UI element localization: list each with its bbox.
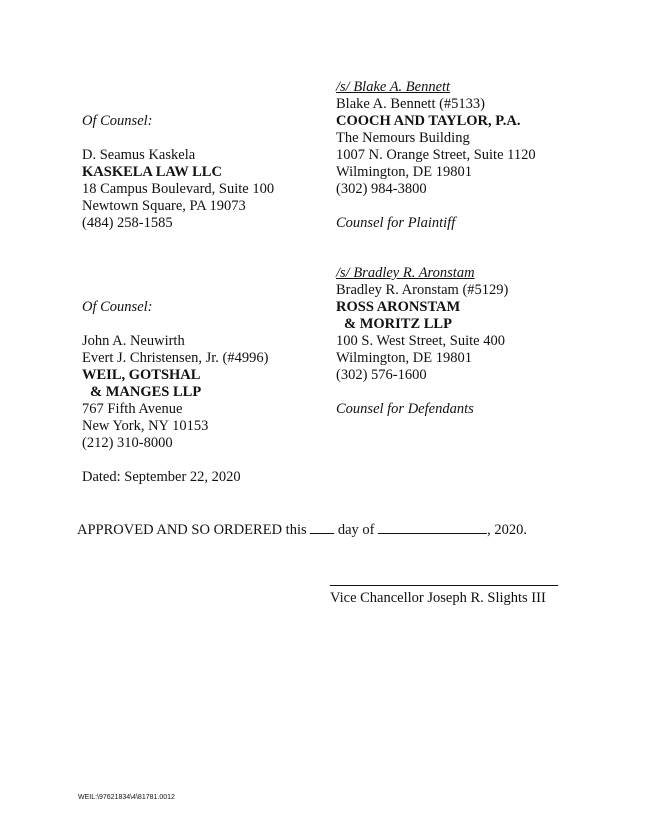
plaintiff-phone: (302) 984-3800 [336,181,427,197]
of-counsel-firm-line1: WEIL, GOTSHAL [82,367,201,383]
of-counsel-heading: Of Counsel: [82,299,153,315]
of-counsel-heading: Of Counsel: [82,113,153,129]
plaintiff-role: Counsel for Plaintiff [336,215,456,231]
defendant-of-counsel-block [82,299,268,486]
of-counsel-firm-line2: & MANGES LLP [90,384,202,400]
defendant-role: Counsel for Defendants [336,401,474,417]
defendant-firm-line1: ROSS ARONSTAM [336,299,461,315]
of-counsel-phone: (212) 310-8000 [82,435,173,451]
plaintiff-of-counsel-block [82,113,274,232]
order-text-part2: day of [337,522,375,538]
of-counsel-address-line: 767 Fifth Avenue [82,401,183,417]
dated-line: Dated: September 22, 2020 [82,469,241,485]
of-counsel-address-line: New York, NY 10153 [82,418,209,434]
defendant-signature-block [336,265,508,418]
of-counsel-firm: KASKELA LAW LLC [82,164,222,180]
plaintiff-address-line: 1007 N. Orange Street, Suite 1120 [336,147,536,163]
of-counsel-address-line: Newtown Square, PA 19073 [82,198,246,214]
defendant-address-line: 100 S. West Street, Suite 400 [336,333,505,349]
day-blank [310,521,334,534]
of-counsel-phone: (484) 258-1585 [82,215,173,231]
footer-document-code: WEIL:\97621834\4\81781.0012 [78,794,175,801]
plaintiff-signature: /s/ Blake A. Bennett [336,79,451,95]
plaintiff-address-line: The Nemours Building [336,130,470,146]
judge-signature-line [330,585,558,586]
defendant-attorney-name: Bradley R. Aronstam (#5129) [336,282,509,298]
order-text-part3: , 2020. [487,522,528,538]
order-line [77,521,527,539]
defendant-address-line: Wilmington, DE 19801 [336,350,472,366]
plaintiff-address-line: Wilmington, DE 19801 [336,164,472,180]
judge-name: Vice Chancellor Joseph R. Slights III [330,590,546,606]
plaintiff-firm: COOCH AND TAYLOR, P.A. [336,113,521,129]
of-counsel-address-line: 18 Campus Boulevard, Suite 100 [82,181,275,197]
defendant-firm-line2: & MORITZ LLP [344,316,452,332]
plaintiff-attorney-name: Blake A. Bennett (#5133) [336,96,486,112]
of-counsel-name: D. Seamus Kaskela [82,147,196,163]
defendant-phone: (302) 576-1600 [336,367,427,383]
order-text-part1: APPROVED AND SO ORDERED this [77,522,307,538]
month-blank [378,521,487,534]
of-counsel-name: John A. Neuwirth [82,333,185,349]
defendant-signature: /s/ Bradley R. Aronstam [336,265,475,281]
of-counsel-name: Evert J. Christensen, Jr. (#4996) [82,350,269,366]
plaintiff-signature-block [336,79,536,232]
